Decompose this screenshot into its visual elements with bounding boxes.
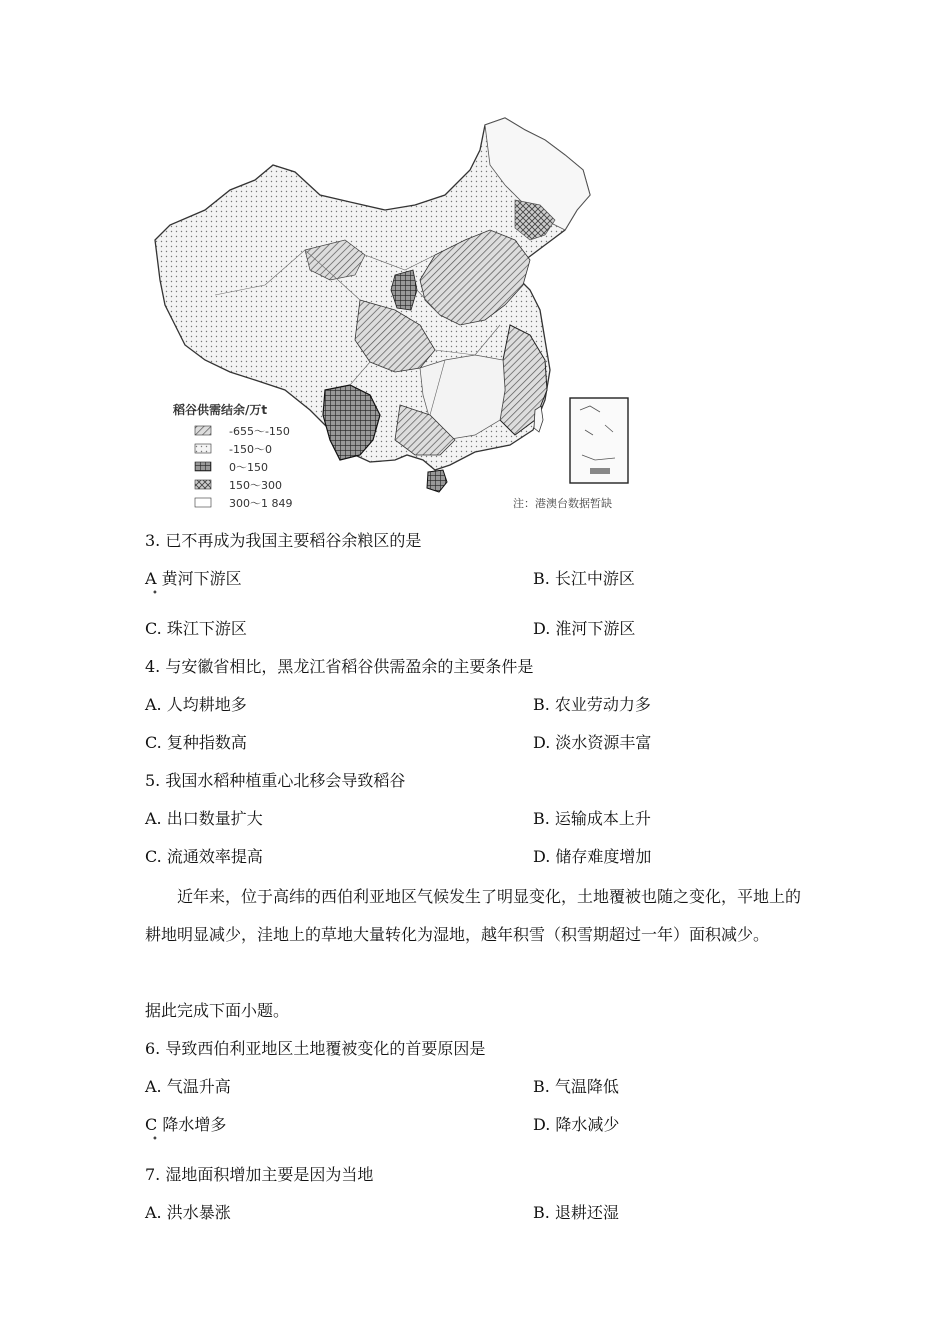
q3-option-a[interactable]: A 黄河下游区: [145, 569, 242, 588]
q5-option-b[interactable]: B. 运输成本上升: [533, 809, 651, 828]
legend-label-4: 150～300: [229, 479, 282, 492]
question-5-stem: 5. 我国水稻种植重心北移会导致稻谷: [145, 771, 406, 790]
q5-option-a[interactable]: A. 出口数量扩大: [145, 809, 263, 828]
map-note: 注：港澳台数据暂缺: [513, 497, 612, 510]
q6-option-b[interactable]: B. 气温降低: [533, 1077, 619, 1096]
legend-label-5: 300～1 849: [229, 497, 293, 510]
legend-swatch-grid: [195, 462, 211, 471]
hainan-island: [427, 470, 447, 492]
legend-swatch-cross: [195, 480, 211, 489]
legend-title: 稻谷供需结余/万t: [173, 403, 268, 417]
q7-option-a[interactable]: A. 洪水暴涨: [145, 1203, 231, 1222]
stray-dot: •: [152, 588, 158, 599]
south-china-sea-inset: [570, 398, 628, 483]
q3-option-c[interactable]: C. 珠江下游区: [145, 619, 247, 638]
legend-label-1: -655～-150: [229, 425, 290, 438]
china-map-figure: [145, 110, 640, 515]
question-3-stem: 3. 已不再成为我国主要稻谷余粮区的是: [145, 531, 422, 550]
q5-option-c[interactable]: C. 流通效率提高: [145, 847, 263, 866]
q4-option-d[interactable]: D. 淡水资源丰富: [533, 733, 652, 752]
question-6-stem: 6. 导致西伯利亚地区土地覆被变化的首要原因是: [145, 1039, 486, 1058]
taiwan-island: [534, 406, 543, 432]
q4-option-c[interactable]: C. 复种指数高: [145, 733, 247, 752]
legend-swatch-blank: [195, 498, 211, 507]
reading-passage: 近年来，位于高纬的西伯利亚地区气候发生了明显变化，土地覆被也随之变化，平地上的耕地明显减少，洼地上的草地大量转化为湿地，越年积雪（积雪期超过一年）面积减少。: [145, 887, 802, 944]
q6-option-d[interactable]: D. 降水减少: [533, 1115, 620, 1134]
q5-option-d[interactable]: D. 储存难度增加: [533, 847, 652, 866]
stray-dot: •: [152, 1134, 158, 1145]
q6-option-c[interactable]: C 降水增多: [145, 1115, 227, 1134]
q4-option-a[interactable]: A. 人均耕地多: [145, 695, 247, 714]
instruction-text: 据此完成下面小题。: [145, 1001, 290, 1020]
legend-swatch-dots: [195, 444, 211, 453]
q3-option-d[interactable]: D. 淮河下游区: [533, 619, 636, 638]
q7-option-b[interactable]: B. 退耕还湿: [533, 1203, 619, 1222]
q4-option-b[interactable]: B. 农业劳动力多: [533, 695, 651, 714]
map-legend: [172, 402, 293, 510]
legend-swatch-diag: [195, 426, 211, 435]
q6-option-a[interactable]: A. 气温升高: [145, 1077, 231, 1096]
legend-label-2: -150～0: [229, 443, 272, 456]
question-7-stem: 7. 湿地面积增加主要是因为当地: [145, 1165, 374, 1184]
q3-option-b[interactable]: B. 长江中游区: [533, 569, 635, 588]
question-4-stem: 4. 与安徽省相比，黑龙江省稻谷供需盈余的主要条件是: [145, 657, 534, 676]
legend-label-3: 0～150: [229, 461, 268, 474]
rice-supply-map: [145, 110, 640, 515]
